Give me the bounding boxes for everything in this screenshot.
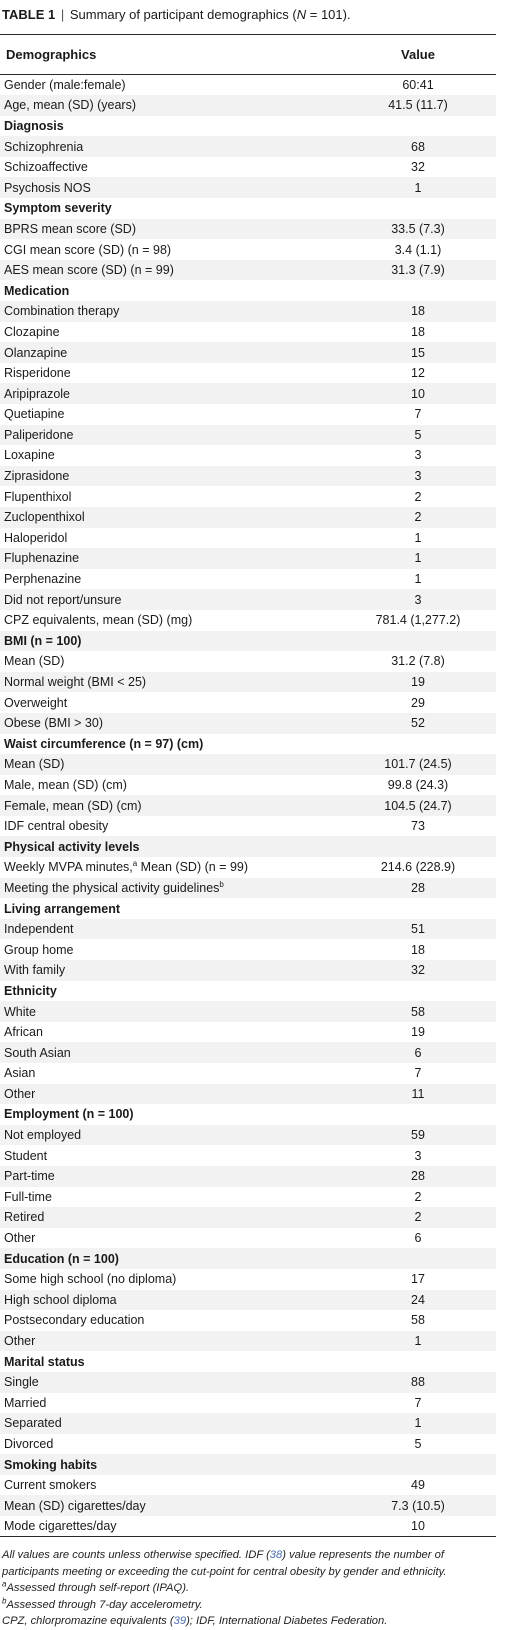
table-row xyxy=(0,960,496,981)
row-label: Other xyxy=(4,1086,36,1101)
table-number: TABLE 1 xyxy=(2,7,56,22)
table-row xyxy=(0,1166,496,1187)
row-label: Married xyxy=(4,1395,47,1410)
table-row xyxy=(0,857,496,878)
row-label: South Asian xyxy=(4,1045,71,1060)
row-value xyxy=(340,734,496,755)
row-value xyxy=(340,1248,496,1269)
table-row xyxy=(0,1022,496,1043)
row-label: Schizoaffective xyxy=(4,160,88,175)
section-header-row xyxy=(0,898,496,919)
row-label: Some high school (no diploma) xyxy=(4,1272,177,1287)
table-row xyxy=(0,1310,496,1331)
row-label: Single xyxy=(4,1375,39,1390)
row-value: 60:41 xyxy=(402,78,434,93)
table-row xyxy=(0,425,496,446)
reference-link[interactable]: 38 xyxy=(269,1549,283,1562)
row-value: 33.5 (7.3) xyxy=(391,221,445,236)
row-label: Olanzapine xyxy=(4,345,68,360)
row-value: 2 xyxy=(414,1189,422,1204)
table-row xyxy=(0,569,496,590)
row-value: 18 xyxy=(411,324,425,339)
row-label: Age, mean (SD) (years) xyxy=(4,98,136,113)
table-row xyxy=(0,1084,496,1105)
row-value: 2 xyxy=(414,510,422,525)
row-label: Psychosis NOS xyxy=(4,180,91,195)
row-value xyxy=(340,836,496,857)
row-label: Clozapine xyxy=(4,324,60,339)
general-note: All values are counts unless otherwise specified. IDF (38) value represents the number of participants meeting or exceeding the cut-point for central obesity by gender and ethnicity. xyxy=(2,1549,447,1578)
table-row xyxy=(0,301,496,322)
footnote-marker: b xyxy=(219,879,224,889)
row-label: Meeting the physical activity guidelines$^b$ xyxy=(4,879,224,895)
table-row xyxy=(0,651,496,672)
row-label: Mode cigarettes/day xyxy=(0,1516,340,1537)
row-value: 101.7 (24.5) xyxy=(384,757,452,772)
row-value: 11 xyxy=(411,1086,425,1101)
table-body xyxy=(0,75,496,1537)
row-value: 1 xyxy=(414,530,422,545)
row-value: 1 xyxy=(414,1416,422,1431)
table-row xyxy=(0,795,496,816)
row-value xyxy=(340,116,496,137)
table-row xyxy=(0,1187,496,1208)
row-label: Other xyxy=(4,1231,36,1246)
table-row xyxy=(0,1269,496,1290)
table-row xyxy=(0,1475,496,1496)
row-value xyxy=(340,898,496,919)
section-label: Symptom severity xyxy=(4,201,112,216)
row-label: BPRS mean score (SD) xyxy=(4,221,136,236)
row-label: Quetiapine xyxy=(4,407,65,422)
section-label: Smoking habits xyxy=(4,1457,98,1472)
row-label: Retired xyxy=(4,1210,45,1225)
row-value: 5 xyxy=(414,427,422,442)
table-row xyxy=(0,713,496,734)
table-row xyxy=(0,919,496,940)
row-value: 51 xyxy=(411,922,425,937)
row-value: 99.8 (24.3) xyxy=(387,777,449,792)
row-value: 28 xyxy=(411,880,425,895)
row-label: Mean (SD) cigarettes/day xyxy=(4,1498,146,1513)
row-label: Mean (SD) xyxy=(4,654,65,669)
row-label: IDF central obesity xyxy=(4,819,109,834)
row-label: Postsecondary education xyxy=(4,1313,145,1328)
row-label: Schizophrenia xyxy=(4,139,84,154)
table-row xyxy=(0,775,496,796)
row-value: 2 xyxy=(414,1210,422,1225)
section-header-row xyxy=(0,1454,496,1475)
footnote-marker: a xyxy=(132,859,138,869)
row-label: Flupenthixol xyxy=(4,489,72,504)
table-row xyxy=(0,610,496,631)
row-value: 3 xyxy=(414,448,422,463)
footnote-a: $^a$Assessed through self-report (IPAQ). xyxy=(2,1579,190,1595)
row-value: 10 xyxy=(340,1516,496,1537)
row-label: With family xyxy=(4,963,66,978)
table-row xyxy=(0,1145,496,1166)
row-label: Male, mean (SD) (cm) xyxy=(4,777,127,792)
row-label: Full-time xyxy=(4,1189,52,1204)
table-row xyxy=(0,466,496,487)
row-value: 18 xyxy=(411,942,425,957)
row-value: 3 xyxy=(414,469,422,484)
caption-n: N xyxy=(296,7,307,22)
table-row xyxy=(0,95,496,116)
row-label: Loxapine xyxy=(4,448,55,463)
footnote-b: $^b$Assessed through 7-day accelerometry. xyxy=(2,1595,203,1611)
section-label: Diagnosis xyxy=(4,118,64,133)
section-header-row xyxy=(0,981,496,1002)
row-value: 12 xyxy=(411,366,425,381)
row-label: Overweight xyxy=(4,695,68,710)
row-value: 18 xyxy=(411,304,425,319)
section-header-row xyxy=(0,280,496,301)
table-row xyxy=(0,816,496,837)
row-value: 88 xyxy=(411,1375,425,1390)
row-label: CPZ equivalents, mean (SD) (mg) xyxy=(4,613,193,628)
table-row xyxy=(0,1434,496,1455)
section-header-row xyxy=(0,1351,496,1372)
table-row xyxy=(0,363,496,384)
row-value: 32 xyxy=(411,160,425,175)
row-value: 5 xyxy=(414,1436,422,1451)
row-label: Weekly MVPA minutes,$^a$ Mean (SD) (n = 99) xyxy=(4,859,249,875)
table-row xyxy=(0,177,496,198)
table-row xyxy=(0,1125,496,1146)
row-value: 3.4 (1.1) xyxy=(394,242,442,257)
column-header-demographics: Demographics xyxy=(0,35,340,75)
section-header-row xyxy=(0,116,496,137)
table-row xyxy=(0,1063,496,1084)
row-value: 781.4 (1,277.2) xyxy=(375,613,461,628)
row-value: 1 xyxy=(414,572,422,587)
row-value: 6 xyxy=(414,1045,422,1060)
row-value: 41.5 (11.7) xyxy=(388,98,448,113)
caption-text: Summary of participant demographics ( xyxy=(69,7,297,22)
section-label: Employment (n = 100) xyxy=(4,1107,134,1122)
row-label: Part-time xyxy=(4,1169,55,1184)
row-label: Gender (male:female) xyxy=(4,78,126,93)
table-row xyxy=(0,239,496,260)
row-value xyxy=(340,1104,496,1125)
row-label: Haloperidol xyxy=(4,530,68,545)
table-row xyxy=(0,1516,496,1537)
row-label: Fluphenazine xyxy=(4,551,80,566)
table-row xyxy=(0,404,496,425)
row-value: 3 xyxy=(414,592,422,607)
row-label: Current smokers xyxy=(4,1478,97,1493)
table-row xyxy=(0,1042,496,1063)
caption-text-end: = 101). xyxy=(306,7,351,22)
row-value: 17 xyxy=(411,1272,425,1287)
section-label: Ethnicity xyxy=(4,983,57,998)
table-row xyxy=(0,260,496,281)
reference-link[interactable]: 39 xyxy=(173,1615,187,1628)
table-row xyxy=(0,1001,496,1022)
row-label: Risperidone xyxy=(4,366,71,381)
table-row xyxy=(0,939,496,960)
row-label: Independent xyxy=(4,922,74,937)
table-row xyxy=(0,692,496,713)
row-label: Did not report/unsure xyxy=(4,592,122,607)
row-label: Perphenazine xyxy=(4,572,82,587)
table-caption xyxy=(0,0,496,35)
section-label: BMI (n = 100) xyxy=(4,633,82,648)
row-value: 52 xyxy=(411,716,425,731)
section-header-row xyxy=(0,836,496,857)
row-value: 3 xyxy=(414,1148,422,1163)
row-value: 7 xyxy=(414,1066,422,1081)
row-label: High school diploma xyxy=(4,1292,117,1307)
table-row xyxy=(0,75,496,96)
row-value: 10 xyxy=(411,386,425,401)
table-row xyxy=(0,219,496,240)
section-label: Medication xyxy=(4,283,70,298)
demographics-table xyxy=(0,35,496,1537)
row-label: African xyxy=(4,1025,43,1040)
header-row xyxy=(0,35,496,75)
row-label: Divorced xyxy=(4,1436,54,1451)
row-label: CGI mean score (SD) (n = 98) xyxy=(4,242,172,257)
section-header-row xyxy=(0,631,496,652)
table-row xyxy=(0,1290,496,1311)
row-label: Ziprasidone xyxy=(4,469,70,484)
row-value: 59 xyxy=(411,1128,425,1143)
row-label: Obese (BMI > 30) xyxy=(4,716,103,731)
table-row xyxy=(0,878,496,899)
table-row xyxy=(0,1331,496,1352)
table-row xyxy=(0,322,496,343)
row-label: AES mean score (SD) (n = 99) xyxy=(4,263,174,278)
row-value: 1 xyxy=(414,180,422,195)
row-value: 29 xyxy=(411,695,425,710)
row-label: Combination therapy xyxy=(4,304,120,319)
row-value: 19 xyxy=(411,1025,425,1040)
table-row xyxy=(0,1228,496,1249)
row-label: Other xyxy=(4,1334,36,1349)
table-row xyxy=(0,548,496,569)
table-row xyxy=(0,1495,496,1516)
section-header-row xyxy=(0,198,496,219)
row-value: 32 xyxy=(411,963,425,978)
row-value xyxy=(340,198,496,219)
row-value: 2 xyxy=(414,489,422,504)
row-value: 6 xyxy=(414,1231,422,1246)
table-row xyxy=(0,383,496,404)
table-row xyxy=(0,754,496,775)
row-value: 1 xyxy=(414,551,422,566)
row-value: 7.3 (10.5) xyxy=(391,1498,445,1513)
row-label: Paliperidone xyxy=(4,427,74,442)
table-row xyxy=(0,157,496,178)
section-label: Education (n = 100) xyxy=(4,1251,119,1266)
table-row xyxy=(0,445,496,466)
section-label: Living arrangement xyxy=(4,901,120,916)
row-value: 15 xyxy=(411,345,425,360)
row-value: 1 xyxy=(414,1334,422,1349)
row-label: Asian xyxy=(4,1066,36,1081)
row-value: 58 xyxy=(411,1004,425,1019)
table-row xyxy=(0,1413,496,1434)
table-row xyxy=(0,507,496,528)
row-value: 49 xyxy=(411,1478,425,1493)
table-row xyxy=(0,1393,496,1414)
row-value: 28 xyxy=(411,1169,425,1184)
section-header-row xyxy=(0,734,496,755)
row-label: Zuclopenthixol xyxy=(4,510,85,525)
row-label: Normal weight (BMI < 25) xyxy=(4,675,147,690)
row-value: 104.5 (24.7) xyxy=(384,798,452,813)
table-row xyxy=(0,1207,496,1228)
column-header-value: Value xyxy=(340,35,496,75)
section-label: Waist circumference (n = 97) (cm) xyxy=(4,736,204,751)
table-row xyxy=(0,136,496,157)
row-label: Not employed xyxy=(4,1128,82,1143)
row-value: 7 xyxy=(414,407,422,422)
row-value xyxy=(340,280,496,301)
section-label: Marital status xyxy=(4,1354,85,1369)
table-row xyxy=(0,589,496,610)
row-value: 7 xyxy=(414,1395,422,1410)
row-label: Student xyxy=(4,1148,48,1163)
caption-separator: | xyxy=(60,7,65,22)
row-value xyxy=(340,981,496,1002)
row-value: 214.6 (228.9) xyxy=(380,860,456,875)
row-label: Separated xyxy=(4,1416,62,1431)
table-row xyxy=(0,342,496,363)
row-label: Mean (SD) xyxy=(4,757,65,772)
row-value: 68 xyxy=(411,139,425,154)
row-value: 58 xyxy=(411,1313,425,1328)
table-row xyxy=(0,1372,496,1393)
row-value: 73 xyxy=(411,819,425,834)
row-value xyxy=(340,631,496,652)
row-label: White xyxy=(4,1004,36,1019)
table-row xyxy=(0,672,496,693)
table-row xyxy=(0,486,496,507)
row-label: Aripiprazole xyxy=(4,386,71,401)
section-header-row xyxy=(0,1104,496,1125)
row-value: 31.3 (7.9) xyxy=(391,263,445,278)
section-header-row xyxy=(0,1248,496,1269)
section-label: Physical activity levels xyxy=(4,839,140,854)
row-label: Group home xyxy=(4,942,74,957)
table-footnotes xyxy=(0,1537,496,1630)
row-value xyxy=(340,1351,496,1372)
table-row xyxy=(0,528,496,549)
row-label: Female, mean (SD) (cm) xyxy=(4,798,142,813)
abbreviations-note: CPZ, chlorpromazine equivalents (39); IDF, International Diabetes Federation. xyxy=(2,1615,388,1628)
row-value xyxy=(340,1454,496,1475)
row-value: 31.2 (7.8) xyxy=(391,654,445,669)
row-value: 24 xyxy=(411,1292,425,1307)
row-value: 19 xyxy=(411,675,425,690)
